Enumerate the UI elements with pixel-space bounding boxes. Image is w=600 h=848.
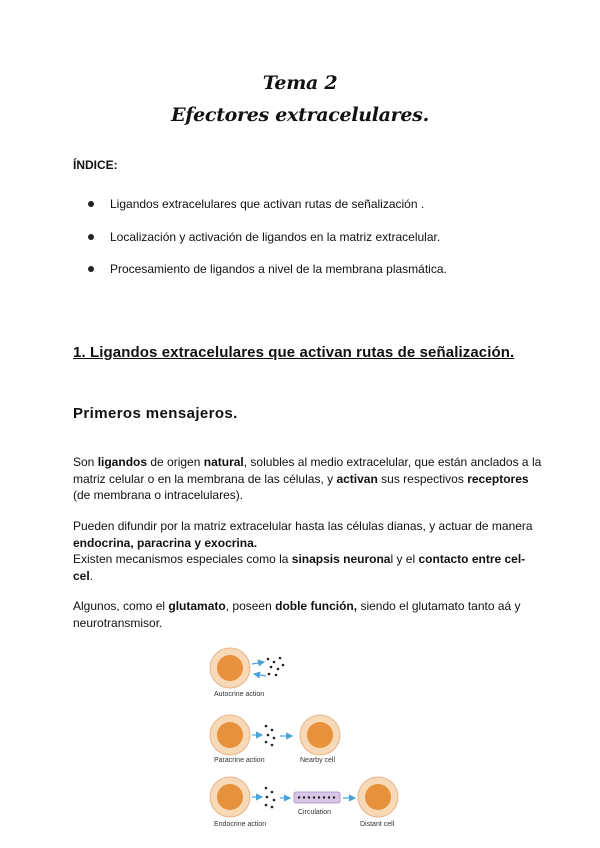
autocrine-label: Autocrine action (214, 691, 265, 698)
section-heading: 1. Ligandos extracelulares que activan rutas de señalización. (73, 344, 515, 361)
paracrine-label: Paracrine action (214, 757, 265, 764)
bullet-icon (88, 234, 94, 240)
bullet-icon (88, 266, 94, 272)
ligand-dots-icon (265, 787, 276, 809)
circulation-label: Circulation (298, 809, 332, 816)
ligand-dots-icon (267, 657, 285, 677)
bullet-icon (88, 201, 94, 207)
page-title: Tema 2 (262, 72, 338, 94)
paracrine-group (210, 715, 340, 764)
nearby-label: Nearby cell (300, 757, 336, 764)
index-item: Ligandos extracelulares que activan rutas de señalización . (88, 197, 447, 230)
paragraph-3: Algunos, como el glutamato, poseen doble función, siendo el glutamato tanto aá y neurotransmisor. (73, 599, 521, 630)
endocrine-label: Endocrine action (214, 821, 267, 828)
index-label: ÍNDICE: (73, 158, 118, 172)
index-list (88, 197, 447, 295)
page-subtitle: Efectores extracelulares. (171, 104, 429, 126)
ligand-dots-icon (265, 725, 276, 747)
index-item: Procesamiento de ligandos a nivel de la membrana plasmática. (88, 262, 447, 295)
section-subheading: Primeros mensajeros. (73, 405, 238, 422)
paragraph-2: Pueden difundir por la matriz extracelular hasta las células dianas, y actuar de manera endocrina, paracrina y exocrina. Existen mecanismos especiales como la sinapsis neuronal y el contacto entre cel-cel. (73, 519, 533, 583)
autocrine-group (210, 648, 284, 698)
paragraph-1: Son ligandos de origen natural, solubles al medio extracelular, que están anclados a la matriz celular o en la membrana de las células, y activan sus respectivos receptores (de membrana o intracelulares). (73, 455, 542, 502)
index-item: Localización y activación de ligandos en la matriz extracelular. (88, 230, 447, 263)
signaling-diagram (200, 640, 400, 840)
endocrine-group (210, 777, 398, 828)
distant-label: Distant cell (360, 821, 395, 828)
